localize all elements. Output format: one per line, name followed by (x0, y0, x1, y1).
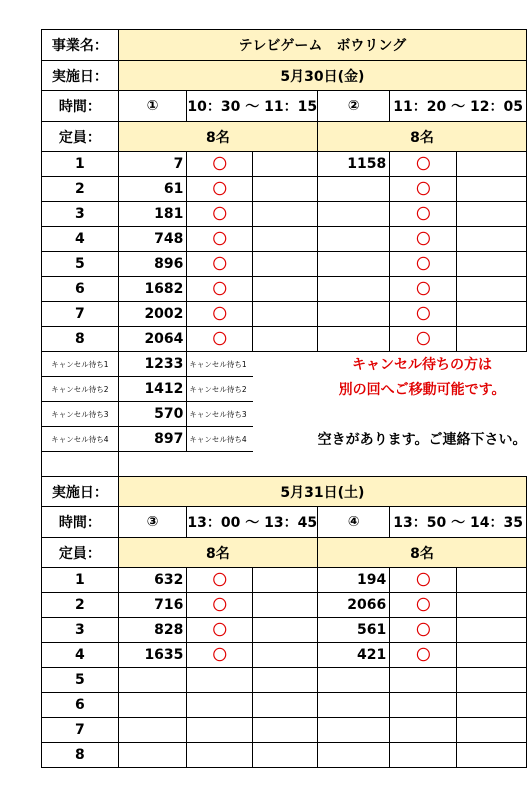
waitlist-row (42, 377, 527, 402)
session2-time: 11：20 ～ 12：05 (390, 91, 527, 122)
time-label: 時間： (42, 507, 119, 538)
attendance-mark: 〇 (187, 327, 253, 352)
participant-number (318, 177, 390, 202)
waitlist-number: 1412 (118, 377, 187, 402)
table-row (42, 618, 527, 643)
blank-cell (253, 177, 318, 202)
capacity-label: 定員： (42, 122, 119, 152)
blank-cell (42, 452, 119, 477)
blank-cell (253, 693, 318, 718)
attendance-mark (187, 693, 253, 718)
participant-number (318, 252, 390, 277)
blank-cell (457, 718, 527, 743)
attendance-mark: 〇 (390, 618, 457, 643)
attendance-mark: 〇 (187, 152, 253, 177)
blank-cell (253, 643, 318, 668)
time-label: 時間： (42, 91, 119, 122)
participant-number: 2066 (318, 593, 390, 618)
row-number: 7 (42, 302, 119, 327)
attendance-mark: 〇 (187, 568, 253, 593)
attendance-mark (187, 718, 253, 743)
blank-cell (253, 252, 318, 277)
attendance-mark: 〇 (390, 302, 457, 327)
participant-number (318, 302, 390, 327)
waitlist-tag: キャンセル待ち4 (187, 427, 253, 452)
participant-number (118, 718, 187, 743)
participant-number (118, 668, 187, 693)
table-row (42, 202, 527, 227)
row-number: 8 (42, 327, 119, 352)
table-row (42, 593, 527, 618)
row-number: 1 (42, 568, 119, 593)
participant-number: 7 (118, 152, 187, 177)
table-row (42, 327, 527, 352)
row-number: 4 (42, 227, 119, 252)
blank-cell (253, 402, 318, 427)
session1-time: 10：30 ～ 11：15 (187, 91, 318, 122)
session1-mark: ① (118, 91, 187, 122)
day2-time-row (42, 507, 527, 538)
table-row (42, 152, 527, 177)
row-number: 5 (42, 252, 119, 277)
participant-number: 421 (318, 643, 390, 668)
blank-cell (253, 427, 318, 452)
waitlist-tag: キャンセル待ち2 (187, 377, 253, 402)
session3-capacity: 8名 (118, 538, 317, 568)
row-number: 5 (42, 668, 119, 693)
participant-number (118, 693, 187, 718)
attendance-mark: 〇 (187, 618, 253, 643)
attendance-mark: 〇 (187, 277, 253, 302)
spacer-row (42, 452, 527, 477)
blank-cell (253, 327, 318, 352)
session2-capacity: 8名 (318, 122, 527, 152)
row-number: 4 (42, 643, 119, 668)
blank-cell (457, 743, 527, 768)
participant-number: 1158 (318, 152, 390, 177)
blank-cell (457, 327, 527, 352)
event-label: 事業名： (42, 30, 119, 61)
blank-cell (253, 352, 318, 377)
waitlist-note-red: 別の回へご移動可能です。 (338, 382, 506, 398)
attendance-mark: 〇 (390, 277, 457, 302)
table-row (42, 643, 527, 668)
blank-cell (253, 302, 318, 327)
participant-number (318, 668, 390, 693)
table-row (42, 718, 527, 743)
schedule-sheet (41, 29, 527, 768)
waitlist-row (42, 402, 527, 427)
row-number: 3 (42, 618, 119, 643)
attendance-mark: 〇 (390, 568, 457, 593)
day1-capacity-row (42, 122, 527, 152)
attendance-mark (390, 668, 457, 693)
blank-cell (457, 693, 527, 718)
event-row (42, 30, 527, 61)
table-row (42, 227, 527, 252)
row-number: 6 (42, 277, 119, 302)
table-row (42, 177, 527, 202)
attendance-mark: 〇 (187, 202, 253, 227)
blank-cell (457, 177, 527, 202)
blank-cell (253, 277, 318, 302)
blank-cell (253, 743, 318, 768)
session1-capacity: 8名 (118, 122, 317, 152)
participant-number (318, 718, 390, 743)
attendance-mark: 〇 (390, 643, 457, 668)
blank-cell (457, 252, 527, 277)
participant-number: 181 (118, 202, 187, 227)
attendance-mark (390, 693, 457, 718)
participant-number: 2002 (118, 302, 187, 327)
participant-number: 1635 (118, 643, 187, 668)
blank-cell (253, 377, 318, 402)
attendance-mark: 〇 (390, 252, 457, 277)
participant-number (318, 743, 390, 768)
participant-number: 632 (118, 568, 187, 593)
attendance-mark: 〇 (390, 177, 457, 202)
waitlist-number: 1233 (118, 352, 187, 377)
waitlist-tag: キャンセル待ち1 (187, 352, 253, 377)
day2-capacity-row (42, 538, 527, 568)
waitlist-row (42, 352, 527, 377)
blank-cell (457, 668, 527, 693)
blank-cell (253, 152, 318, 177)
session3-mark: ③ (118, 507, 187, 538)
participant-number (118, 743, 187, 768)
blank-cell (318, 402, 527, 427)
attendance-mark (187, 743, 253, 768)
attendance-mark: 〇 (187, 252, 253, 277)
attendance-mark: 〇 (187, 593, 253, 618)
waitlist-number: 897 (118, 427, 187, 452)
session3-time: 13：00 ～ 13：45 (187, 507, 318, 538)
blank-cell (457, 277, 527, 302)
blank-cell (457, 568, 527, 593)
vacancy-note: 空きがあります。ご連絡下さい。 (317, 432, 527, 448)
blank-cell (253, 718, 318, 743)
attendance-mark: 〇 (187, 227, 253, 252)
table-row (42, 743, 527, 768)
blank-cell (253, 568, 318, 593)
blank-cell (457, 643, 527, 668)
participant-number (318, 202, 390, 227)
blank-cell (457, 152, 527, 177)
participant-number: 194 (318, 568, 390, 593)
waitlist-row (42, 427, 527, 452)
table-row (42, 693, 527, 718)
blank-cell (457, 202, 527, 227)
participant-number: 561 (318, 618, 390, 643)
blank-cell (253, 227, 318, 252)
waitlist-label: キャンセル待ち4 (42, 427, 119, 452)
day2-date: 5月31日(土) (118, 477, 526, 507)
blank-cell (253, 668, 318, 693)
attendance-mark (390, 743, 457, 768)
event-name: テレビゲーム ボウリング (118, 30, 526, 61)
session4-capacity: 8名 (318, 538, 527, 568)
row-number: 3 (42, 202, 119, 227)
attendance-mark (187, 668, 253, 693)
date-label: 実施日： (42, 477, 119, 507)
participant-number: 61 (118, 177, 187, 202)
blank-cell (457, 227, 527, 252)
row-number: 8 (42, 743, 119, 768)
row-number: 1 (42, 152, 119, 177)
participant-number: 828 (118, 618, 187, 643)
table-row (42, 668, 527, 693)
table-row (42, 252, 527, 277)
waitlist-label: キャンセル待ち1 (42, 352, 119, 377)
attendance-mark (390, 718, 457, 743)
participant-number: 896 (118, 252, 187, 277)
day1-date: 5月30日(金) (118, 61, 526, 91)
attendance-mark: 〇 (187, 177, 253, 202)
table-row (42, 568, 527, 593)
participant-number (318, 227, 390, 252)
blank-cell (253, 618, 318, 643)
participant-number: 2064 (118, 327, 187, 352)
day1-time-row (42, 91, 527, 122)
attendance-mark: 〇 (390, 327, 457, 352)
waitlist-tag: キャンセル待ち3 (187, 402, 253, 427)
row-number: 7 (42, 718, 119, 743)
blank-cell (253, 202, 318, 227)
waitlist-number: 570 (118, 402, 187, 427)
participant-number (318, 277, 390, 302)
table-row (42, 277, 527, 302)
blank-cell (118, 452, 526, 477)
session4-mark: ④ (318, 507, 390, 538)
attendance-mark: 〇 (390, 202, 457, 227)
date-label: 実施日： (42, 61, 119, 91)
attendance-mark: 〇 (390, 152, 457, 177)
attendance-mark: 〇 (390, 593, 457, 618)
day2-date-row (42, 477, 527, 507)
row-number: 2 (42, 593, 119, 618)
attendance-mark: 〇 (390, 227, 457, 252)
blank-cell (457, 618, 527, 643)
capacity-label: 定員： (42, 538, 119, 568)
table-row (42, 302, 527, 327)
day1-date-row (42, 61, 527, 91)
participant-number: 1682 (118, 277, 187, 302)
blank-cell (253, 593, 318, 618)
participant-number (318, 693, 390, 718)
waitlist-note-red: キャンセル待ちの方は (352, 357, 493, 374)
waitlist-label: キャンセル待ち2 (42, 377, 119, 402)
attendance-mark: 〇 (187, 643, 253, 668)
session4-time: 13：50 ～ 14：35 (390, 507, 527, 538)
waitlist-label: キャンセル待ち3 (42, 402, 119, 427)
participant-number (318, 327, 390, 352)
blank-cell (457, 593, 527, 618)
participant-number: 716 (118, 593, 187, 618)
participant-number: 748 (118, 227, 187, 252)
row-number: 2 (42, 177, 119, 202)
session2-mark: ② (318, 91, 390, 122)
blank-cell (457, 302, 527, 327)
attendance-mark: 〇 (187, 302, 253, 327)
row-number: 6 (42, 693, 119, 718)
